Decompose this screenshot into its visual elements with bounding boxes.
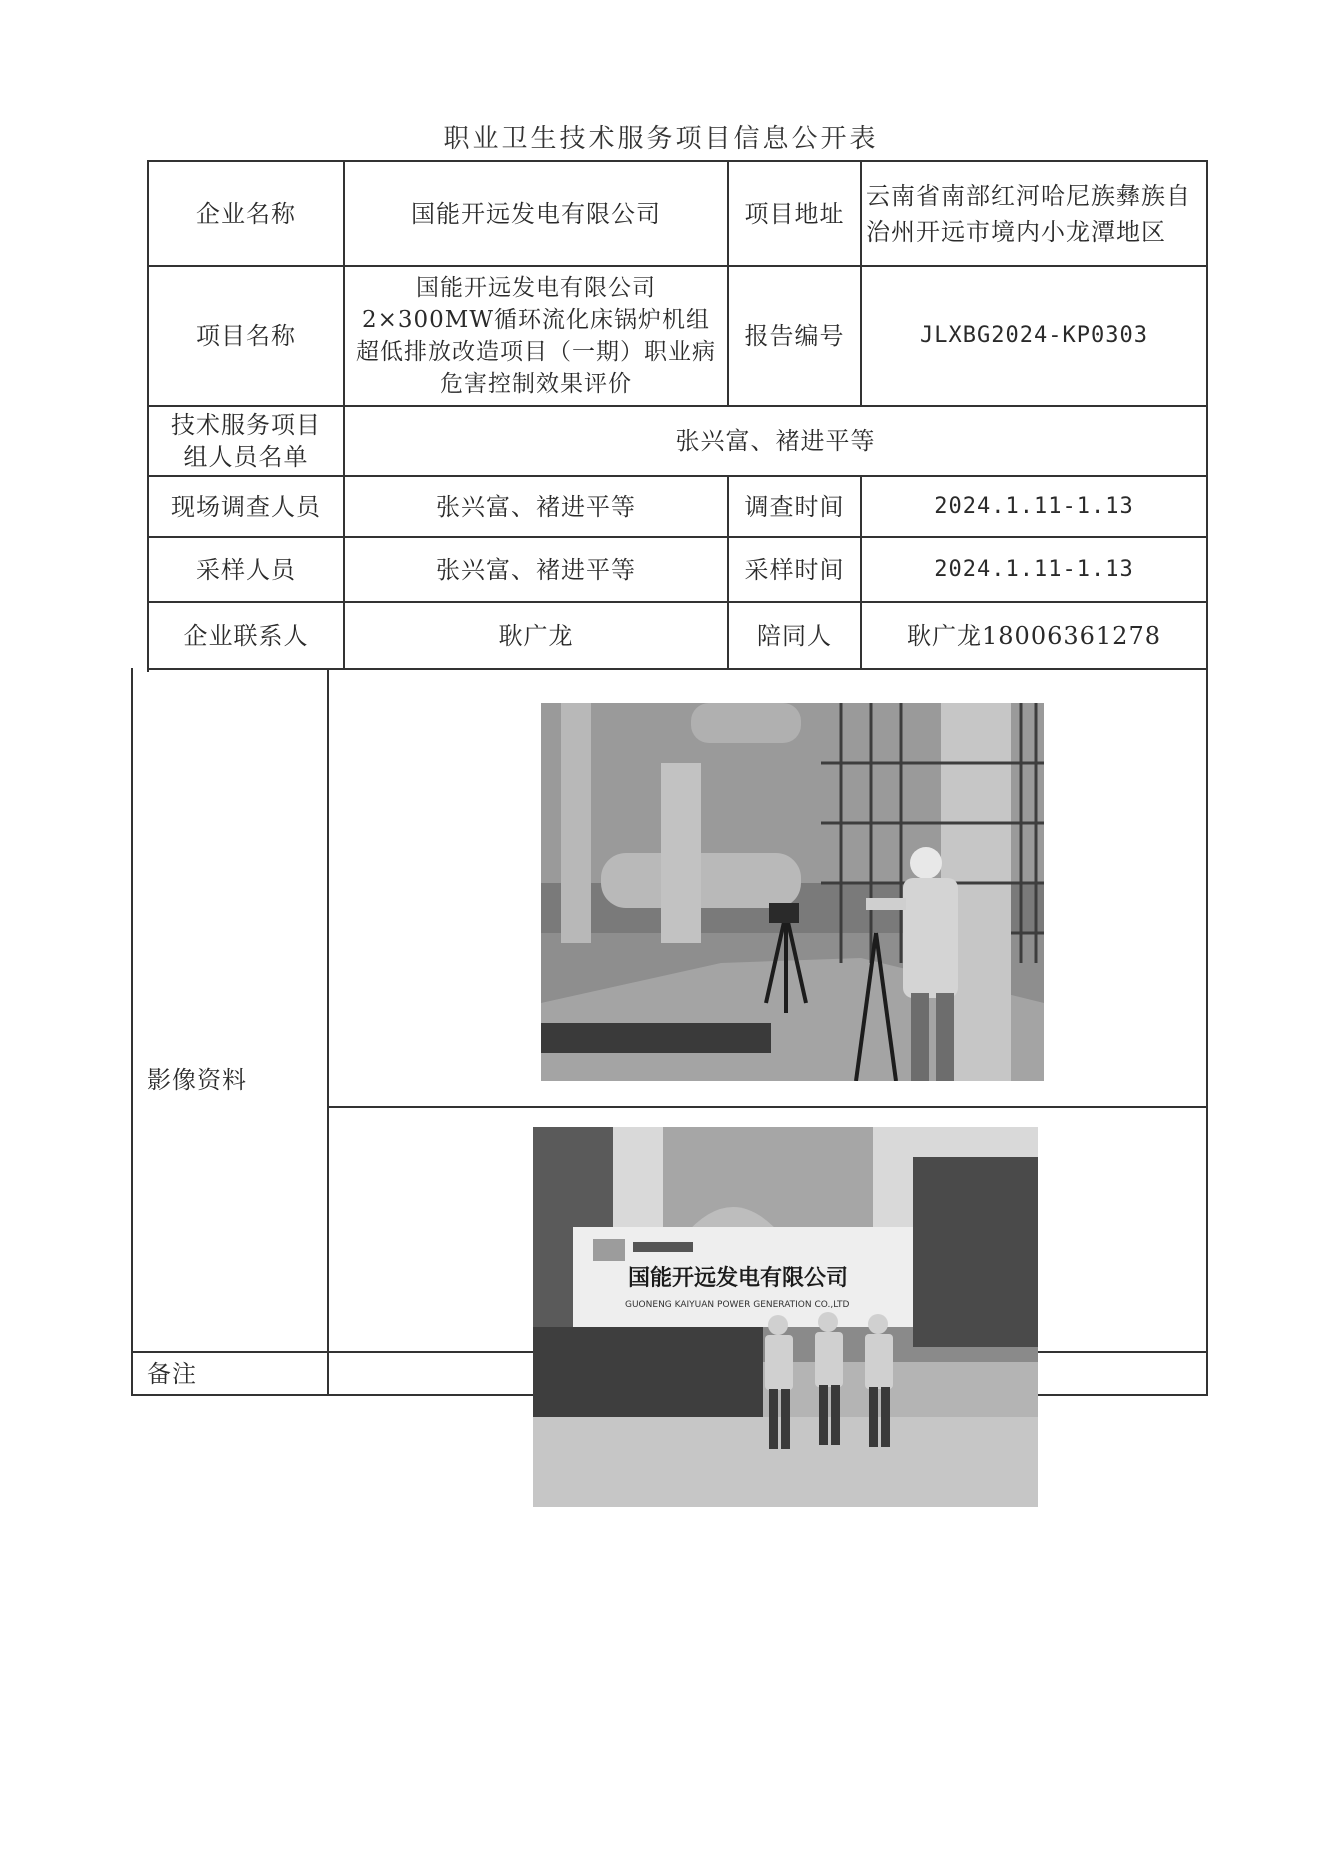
escort-value: 耿广龙18006361278 (907, 621, 1161, 650)
sampling-time-label: 采样时间 (744, 555, 845, 584)
sign-company-en: GUONENG KAIYUAN POWER GENERATION CO.,LTD (625, 1300, 850, 1310)
team-label: 技术服务项目组人员名单 (171, 411, 321, 471)
sampling-staff-label: 采样人员 (196, 555, 296, 584)
images-label: 影像资料 (147, 1066, 247, 1094)
survey-time-label: 调查时间 (744, 492, 845, 521)
images-col-divider (327, 668, 329, 1396)
sampling-time-value: 2024.1.11-1.13 (934, 556, 1134, 582)
contact-label: 企业联系人 (183, 621, 309, 650)
sign-company-cn: 国能开远发电有限公司 (628, 1266, 849, 1291)
report-number-label: 报告编号 (744, 322, 845, 350)
project-name-label: 项目名称 (196, 322, 296, 350)
project-address-label: 项目地址 (744, 199, 845, 228)
survey-staff-value: 张兴富、褚进平等 (436, 492, 636, 521)
survey-time-value: 2024.1.11-1.13 (934, 493, 1134, 519)
document-title: 职业卫生技术服务项目信息公开表 (443, 124, 879, 154)
table-border-right (1206, 160, 1208, 1396)
project-address-value: 云南省南部红河哈尼族彝族自治州开远市境内小龙潭地区 (866, 181, 1191, 246)
team-members-value: 张兴富、褚进平等 (675, 427, 876, 455)
contact-value: 耿广龙 (498, 621, 574, 650)
images-middle-divider (327, 1106, 1207, 1108)
row-divider (147, 668, 1207, 670)
sampling-staff-value: 张兴富、褚进平等 (436, 555, 636, 584)
survey-staff-label: 现场调查人员 (171, 492, 321, 521)
project-name-value: 国能开远发电有限公司2×300MW循环流化床锅炉机组超低排放改造项目（一期）职业病危害控制效果评价 (356, 275, 716, 397)
enterprise-name-value: 国能开远发电有限公司 (411, 199, 661, 228)
company-gate-photo (533, 1127, 1038, 1507)
report-number-value: JLXBG2024-KP0303 (920, 323, 1148, 348)
enterprise-name-label: 企业名称 (196, 199, 296, 228)
escort-label: 陪同人 (757, 621, 832, 650)
remarks-label: 备注 (147, 1359, 197, 1388)
images-left-border (131, 668, 133, 1396)
sampling-site-photo (541, 703, 1044, 1081)
